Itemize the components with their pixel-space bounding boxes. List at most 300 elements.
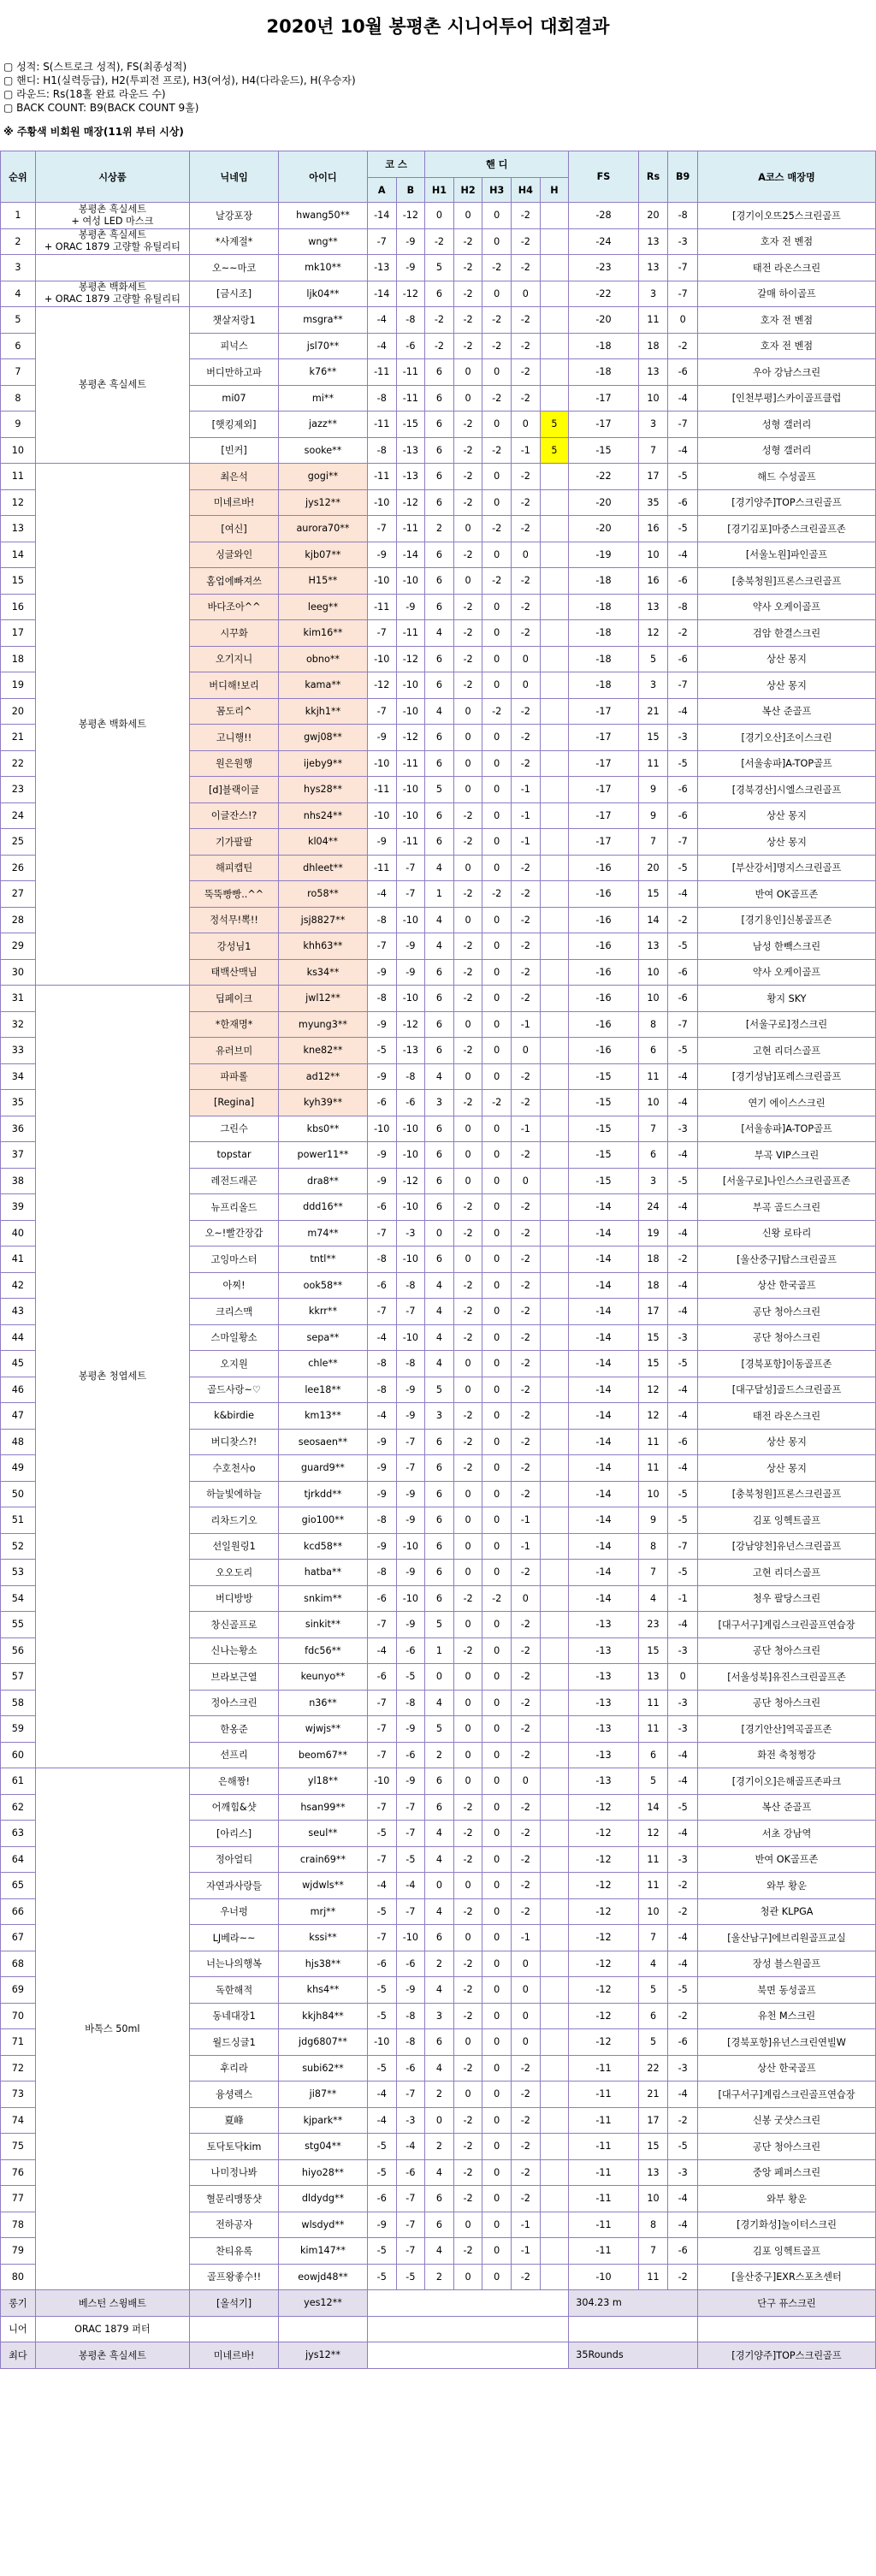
id-cell: kcd58** [279,1533,368,1560]
score-h-cell [540,359,569,386]
store-cell: [부산강서]명지스크린골프 [698,855,876,881]
score-h4-cell: 0 [512,1951,541,1977]
score-a-cell: -14 [367,281,396,307]
nickname-cell: *사계절* [190,228,279,255]
rs-cell: 22 [638,2055,668,2082]
score-h-cell [540,1664,569,1691]
nickname-cell: 오지원 [190,1351,279,1377]
table-row [1,203,876,229]
rank-cell: 61 [1,1768,36,1795]
score-a-cell: -4 [367,1324,396,1351]
score-h-cell [540,1481,569,1507]
nickname-cell: 바다조아^^ [190,594,279,620]
rank-cell: 47 [1,1403,36,1430]
store-cell: 중앙 페퍼스크린 [698,2159,876,2186]
rank-cell: 28 [1,907,36,933]
rs-cell: 7 [638,1925,668,1951]
store-cell: [서울구로]나인스스크린골프존 [698,1168,876,1194]
score-h3-cell: 0 [482,412,512,438]
score-b-cell: -11 [396,516,425,542]
rank-cell: 43 [1,1299,36,1325]
rs-cell: 8 [638,1011,668,1038]
b9-cell: -4 [668,1377,698,1403]
score-h3-cell: -2 [482,698,512,725]
footer-blank [367,2342,568,2369]
score-h-cell [540,1063,569,1090]
b9-cell: -4 [668,1455,698,1482]
score-h3-cell: 0 [482,829,512,856]
fs-cell: -16 [569,881,639,908]
score-h2-cell: -2 [453,802,482,829]
score-h3-cell: 0 [482,1377,512,1403]
nickname-cell: 브라보근열 [190,1664,279,1691]
store-cell: 호자 전 벤점 [698,228,876,255]
rs-cell: 3 [638,412,668,438]
nickname-cell: 토닥토닥kim [190,2134,279,2160]
score-h1-cell: 6 [425,2029,454,2056]
score-h1-cell: 3 [425,1090,454,1116]
b9-cell: -5 [668,1794,698,1821]
score-b-cell: -10 [396,1585,425,1612]
score-h4-cell: -2 [512,568,541,595]
rank-cell: 56 [1,1637,36,1664]
score-a-cell: -10 [367,489,396,516]
score-a-cell: -7 [367,228,396,255]
rs-cell: 16 [638,568,668,595]
b9-cell: -1 [668,1585,698,1612]
rank-cell: 42 [1,1272,36,1299]
id-cell: k76** [279,359,368,386]
score-h4-cell: -1 [512,1533,541,1560]
nickname-cell: 전하공자 [190,2212,279,2238]
rs-cell: 8 [638,2212,668,2238]
score-h4-cell: -2 [512,203,541,229]
score-a-cell: -6 [367,1194,396,1221]
id-cell: snkim** [279,1585,368,1612]
fs-cell: -14 [569,1220,639,1247]
score-h2-cell: -2 [453,2238,482,2265]
b9-cell: -2 [668,1247,698,1273]
rs-cell: 4 [638,1951,668,1977]
rank-cell: 60 [1,1742,36,1768]
score-b-cell: -3 [396,2107,425,2134]
score-h4-cell: -1 [512,1116,541,1142]
header-b: B [396,178,425,203]
id-cell: kama** [279,672,368,699]
score-h1-cell: 6 [425,281,454,307]
score-h2-cell: 0 [453,2029,482,2056]
rs-cell: 11 [638,750,668,777]
rank-cell: 48 [1,1429,36,1455]
score-h-cell [540,2159,569,2186]
b9-cell: -4 [668,1272,698,1299]
id-cell: hys28** [279,777,368,803]
score-h4-cell: -2 [512,698,541,725]
score-h2-cell: -2 [453,1429,482,1455]
score-b-cell: -10 [396,907,425,933]
score-a-cell: -4 [367,1403,396,1430]
fs-cell: -11 [569,2082,639,2108]
store-cell: 태전 라온스크린 [698,1403,876,1430]
prize-cell: 봉평촌 백화세트 [35,464,189,986]
score-h4-cell: -2 [512,1637,541,1664]
store-cell: 공단 청아스크린 [698,1637,876,1664]
score-h-cell [540,1194,569,1221]
score-h1-cell: 2 [425,1951,454,1977]
id-cell: ji87** [279,2082,368,2108]
score-h4-cell: -2 [512,1455,541,1482]
rs-cell: 8 [638,1533,668,1560]
rank-cell: 15 [1,568,36,595]
rank-cell: 1 [1,203,36,229]
rs-cell: 9 [638,1507,668,1534]
fs-cell: -14 [569,1299,639,1325]
score-b-cell: -11 [396,829,425,856]
footer-prize: 봉평촌 흑실세트 [35,2342,189,2369]
score-a-cell: -7 [367,1846,396,1873]
score-h2-cell: 0 [453,1507,482,1534]
score-h4-cell: -2 [512,333,541,359]
rs-cell: 3 [638,1168,668,1194]
score-b-cell: -12 [396,281,425,307]
score-h2-cell: -2 [453,412,482,438]
b9-cell: -3 [668,1716,698,1743]
id-cell: kne82** [279,1038,368,1064]
rs-cell: 7 [638,437,668,464]
id-cell: fdc56** [279,1637,368,1664]
rank-cell: 79 [1,2238,36,2265]
score-b-cell: -7 [396,2186,425,2212]
score-h-cell [540,1716,569,1743]
nickname-cell: 오기지니 [190,646,279,672]
rs-cell: 7 [638,1116,668,1142]
b9-cell: -3 [668,1116,698,1142]
rank-cell: 16 [1,594,36,620]
score-h-cell [540,959,569,986]
score-h2-cell: -2 [453,1846,482,1873]
score-h3-cell: 0 [482,1272,512,1299]
score-h2-cell: -2 [453,228,482,255]
score-h3-cell: 0 [482,777,512,803]
b9-cell: -3 [668,1324,698,1351]
table-row [1,281,876,307]
score-b-cell: -8 [396,1351,425,1377]
rank-cell: 35 [1,1090,36,1116]
fs-cell: -18 [569,620,639,647]
score-h2-cell: 0 [453,1481,482,1507]
prize-cell: 봉평촌 청엽세트 [35,986,189,1768]
score-a-cell: -9 [367,1142,396,1169]
id-cell: gio100** [279,1507,368,1534]
fs-cell: -12 [569,2029,639,2056]
score-h1-cell: 4 [425,1063,454,1090]
fs-cell: -12 [569,1873,639,1899]
score-a-cell: -8 [367,385,396,412]
score-h2-cell: -2 [453,881,482,908]
b9-cell: -6 [668,777,698,803]
score-a-cell: -6 [367,1090,396,1116]
score-h4-cell: -1 [512,437,541,464]
nickname-cell: [빈커] [190,437,279,464]
score-h4-cell: -2 [512,986,541,1012]
id-cell: khs4** [279,1977,368,2004]
legend-note: ▢ 라운드: Rs(18홀 완료 라운드 수) [3,88,166,100]
score-h-cell [540,1560,569,1586]
score-h1-cell: 6 [425,437,454,464]
score-h4-cell: -2 [512,1429,541,1455]
id-cell: eowjd48** [279,2264,368,2290]
id-cell: jazz** [279,412,368,438]
score-a-cell: -9 [367,1533,396,1560]
score-h1-cell: 2 [425,2264,454,2290]
score-h3-cell: 0 [482,2159,512,2186]
rs-cell: 13 [638,228,668,255]
score-a-cell: -11 [367,594,396,620]
b9-cell: -4 [668,1742,698,1768]
score-h4-cell: -2 [512,725,541,751]
score-b-cell: -4 [396,1873,425,1899]
score-h1-cell: 6 [425,1533,454,1560]
store-cell: 청관 KLPGA [698,1898,876,1925]
score-h4-cell: -2 [512,907,541,933]
b9-cell: -2 [668,2107,698,2134]
fs-cell: -15 [569,1063,639,1090]
score-b-cell: -7 [396,1299,425,1325]
rs-cell: 15 [638,1324,668,1351]
nickname-cell: 우너펑 [190,1898,279,1925]
nickname-cell: 오~~마코 [190,255,279,281]
score-h3-cell: 0 [482,1116,512,1142]
fs-cell: -12 [569,1794,639,1821]
footer-store: [경기양주]TOP스크린골프 [698,2342,876,2369]
b9-cell: -5 [668,1560,698,1586]
rank-cell: 72 [1,2055,36,2082]
rank-cell: 6 [1,333,36,359]
b9-cell: -2 [668,1873,698,1899]
fs-cell: -18 [569,646,639,672]
nickname-cell: 미네르바! [190,489,279,516]
b9-cell: -2 [668,907,698,933]
score-b-cell: -4 [396,2134,425,2160]
rs-cell: 11 [638,1455,668,1482]
score-h4-cell: -2 [512,489,541,516]
id-cell: stg04** [279,2134,368,2160]
score-h4-cell: -2 [512,2107,541,2134]
score-a-cell: -12 [367,672,396,699]
header-a: A [367,178,396,203]
id-cell: jdg6807** [279,2029,368,2056]
footer-value: 304.23 m [569,2290,698,2317]
id-cell: tjrkdd** [279,1481,368,1507]
store-cell: 약사 오케이골프 [698,594,876,620]
score-h4-cell: -2 [512,881,541,908]
score-h1-cell: 6 [425,725,454,751]
score-h3-cell: 0 [482,2264,512,2290]
score-h-cell [540,516,569,542]
score-h4-cell: 0 [512,1977,541,2004]
id-cell: ljk04** [279,281,368,307]
rs-cell: 9 [638,777,668,803]
nickname-cell: [아리스] [190,1821,279,1847]
score-h-cell [540,907,569,933]
score-a-cell: -11 [367,777,396,803]
score-h3-cell: 0 [482,464,512,490]
score-h1-cell: 6 [425,646,454,672]
score-h-cell [540,1142,569,1169]
store-cell: [경기이오뜨25스크린골프 [698,203,876,229]
score-a-cell: -6 [367,1951,396,1977]
store-cell: 화전 축청쩡강 [698,1742,876,1768]
fs-cell: -16 [569,1038,639,1064]
score-h2-cell: 0 [453,1664,482,1691]
store-cell: 공단 청아스크린 [698,1690,876,1716]
rank-cell: 2 [1,228,36,255]
b9-cell: -5 [668,1038,698,1064]
score-h1-cell: 4 [425,2238,454,2265]
rank-cell: 9 [1,412,36,438]
store-cell: [경북경산]시엘스크린골프 [698,777,876,803]
score-b-cell: -7 [396,1821,425,1847]
rs-cell: 13 [638,255,668,281]
nickname-cell: 신나는황소 [190,1637,279,1664]
nickname-cell: 혈문리맹뚱샷 [190,2186,279,2212]
store-cell: 상산 몽지 [698,829,876,856]
store-cell: 부곡 골드스크린 [698,1194,876,1221]
score-b-cell: -14 [396,542,425,568]
score-h1-cell: 5 [425,1716,454,1743]
score-h-cell [540,881,569,908]
id-cell: sooke** [279,437,368,464]
footer-id: jys12** [279,2342,368,2369]
b9-cell: -7 [668,829,698,856]
id-cell: kkrr** [279,1299,368,1325]
score-h1-cell: 6 [425,385,454,412]
rs-cell: 5 [638,646,668,672]
score-h3-cell: 0 [482,1063,512,1090]
score-h-cell [540,1351,569,1377]
score-h1-cell: 6 [425,412,454,438]
score-h-cell [540,1247,569,1273]
rank-cell: 80 [1,2264,36,2290]
rank-cell: 32 [1,1011,36,1038]
id-cell: mi** [279,385,368,412]
score-h3-cell: 0 [482,359,512,386]
score-a-cell: -5 [367,2003,396,2029]
score-h2-cell: -2 [453,437,482,464]
rank-cell: 51 [1,1507,36,1534]
score-h2-cell: 0 [453,2212,482,2238]
score-h1-cell: 0 [425,1873,454,1899]
fs-cell: -12 [569,1821,639,1847]
id-cell: jwl12** [279,986,368,1012]
b9-cell: -6 [668,1429,698,1455]
nickname-cell: k&birdie [190,1403,279,1430]
rank-cell: 49 [1,1455,36,1482]
b9-cell: -2 [668,333,698,359]
score-h-cell [540,1690,569,1716]
score-h-cell [540,385,569,412]
score-b-cell: -10 [396,672,425,699]
rs-cell: 12 [638,1403,668,1430]
id-cell: wjwjs** [279,1716,368,1743]
score-h2-cell: 0 [453,1560,482,1586]
score-h3-cell: 0 [482,1533,512,1560]
score-h3-cell: 0 [482,1247,512,1273]
score-h2-cell: 0 [453,1716,482,1743]
score-h-cell [540,255,569,281]
id-cell: kjpark** [279,2107,368,2134]
score-h4-cell: -1 [512,829,541,856]
rs-cell: 11 [638,1690,668,1716]
score-h3-cell: 0 [482,2212,512,2238]
header-store: A코스 매장명 [698,151,876,203]
score-a-cell: -9 [367,829,396,856]
score-h4-cell: 0 [512,646,541,672]
score-h3-cell: 0 [482,646,512,672]
fs-cell: -10 [569,2264,639,2290]
fs-cell: -14 [569,1455,639,1482]
id-cell: ro58** [279,881,368,908]
fs-cell: -11 [569,2134,639,2160]
score-h-cell [540,1873,569,1899]
rs-cell: 5 [638,2029,668,2056]
b9-cell: 0 [668,1664,698,1691]
score-h2-cell: -2 [453,594,482,620]
score-h2-cell: -2 [453,464,482,490]
fs-cell: -17 [569,750,639,777]
id-cell: wlsdyd** [279,2212,368,2238]
score-b-cell: -9 [396,1481,425,1507]
nickname-cell: 뉴프리올드 [190,1194,279,1221]
score-h-cell [540,672,569,699]
store-cell: 장성 블스원골프 [698,1951,876,1977]
prize-cell [35,255,189,281]
nickname-cell: 해피캡틴 [190,855,279,881]
score-h1-cell: 6 [425,568,454,595]
store-cell: 상산 몽지 [698,1455,876,1482]
score-a-cell: -7 [367,698,396,725]
fs-cell: -17 [569,698,639,725]
rank-cell: 69 [1,1977,36,2004]
header-nick: 닉네임 [190,151,279,203]
score-h4-cell: -2 [512,1690,541,1716]
score-b-cell: -9 [396,1507,425,1534]
fs-cell: -11 [569,2212,639,2238]
fs-cell: -13 [569,1690,639,1716]
score-h4-cell: -2 [512,228,541,255]
score-a-cell: -7 [367,1690,396,1716]
rank-cell: 13 [1,516,36,542]
score-b-cell: -9 [396,1612,425,1638]
store-cell: [서울구로]정스크린 [698,1011,876,1038]
score-h2-cell: 0 [453,725,482,751]
fs-cell: -14 [569,1533,639,1560]
score-h2-cell: -2 [453,1977,482,2004]
score-h4-cell: -2 [512,2082,541,2108]
score-h2-cell: 0 [453,203,482,229]
rs-cell: 17 [638,1299,668,1325]
score-h2-cell: -2 [453,959,482,986]
score-h1-cell: 2 [425,2134,454,2160]
id-cell: dldydg** [279,2186,368,2212]
nickname-cell: 버디방방 [190,1585,279,1612]
rs-cell: 21 [638,698,668,725]
store-cell: 공단 청아스크린 [698,1324,876,1351]
id-cell: obno** [279,646,368,672]
score-b-cell: -12 [396,725,425,751]
score-h1-cell: 4 [425,1272,454,1299]
rank-cell: 5 [1,307,36,334]
